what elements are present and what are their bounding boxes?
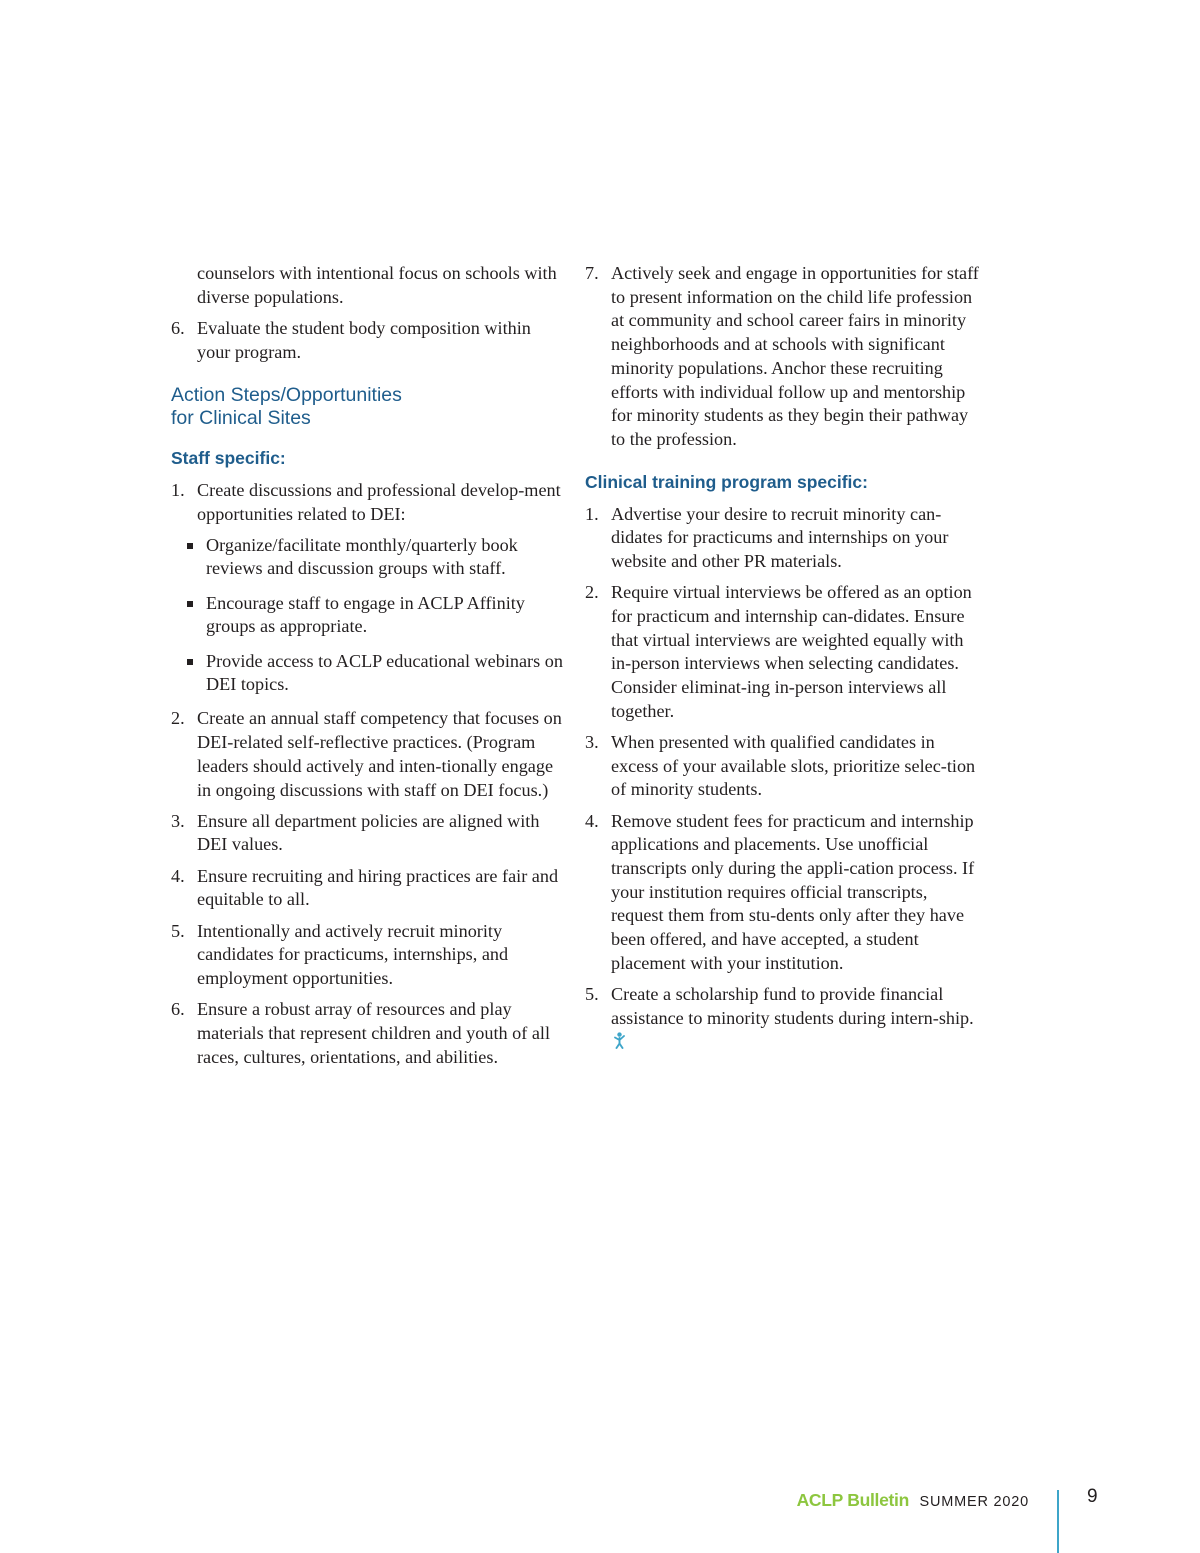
bullet-text: Provide access to ACLP educational webinars on DEI topics. xyxy=(206,650,563,695)
bullet-item xyxy=(197,650,566,697)
list-item xyxy=(171,920,566,991)
list-item-number: 6. xyxy=(171,317,185,338)
staff-specific-list xyxy=(171,479,566,1069)
section-heading-line-2: for Clinical Sites xyxy=(171,407,311,430)
list-item-text: Actively seek and engage in opportunities for staff to present information on the child life profession at community and school career fairs in minority neighborhoods and at schools with significant minority populations. Anchor these recruiting efforts with individual follow up and mentorship for minority students as they begin their pathway to the profession. xyxy=(611,263,979,449)
list-item xyxy=(171,707,566,802)
list-item-text: Advertise your desire to recruit minority can-didates for practicums and internships on your website and other PR materials. xyxy=(611,503,949,572)
continued-item-text: counselors with intentional focus on schools with diverse populations. xyxy=(197,263,557,307)
list-item xyxy=(585,810,980,976)
list-item xyxy=(171,998,566,1069)
list-item-number: 7. xyxy=(585,263,599,283)
list-item-number: 2. xyxy=(171,708,185,729)
left-column xyxy=(171,262,566,1077)
footer-divider xyxy=(1057,1490,1059,1553)
list-item xyxy=(585,503,980,574)
staff-specific-heading: Staff specific: xyxy=(171,448,286,469)
bullet-text: Organize/facilitate monthly/quarterly book reviews and discussion groups with staff. xyxy=(206,534,518,579)
list-item-number: 6. xyxy=(171,999,185,1020)
bullet-item xyxy=(197,592,566,639)
list-item-text: Remove student fees for practicum and internship applications and placements. Use unofficial transcripts only during the appli-cation process. If your institution requires official transcripts, request them from stu-dents only after they have been offered, and have accepted, a student placement with your institution. xyxy=(611,810,975,973)
bullet-item xyxy=(197,534,566,581)
list-item-text: Intentionally and actively recruit minority candidates for practicums, internships, and employment opportunities. xyxy=(197,920,509,988)
list-item-number: 3. xyxy=(585,731,599,752)
list-item-number: 4. xyxy=(585,810,599,831)
list-item-number: 1. xyxy=(585,503,599,524)
list-item xyxy=(171,865,566,912)
list-item-number: 5. xyxy=(585,983,599,1004)
section-heading-line-1: Action Steps/Opportunities xyxy=(171,384,402,407)
square-bullet-icon xyxy=(187,543,193,549)
list-item-number: 5. xyxy=(171,920,185,941)
list-item-text: Create discussions and professional develop-ment opportunities related to DEI: xyxy=(197,480,561,525)
list-item-text: Ensure recruiting and hiring practices are fair and equitable to all. xyxy=(197,865,559,910)
list-item-text: Create a scholarship fund to provide financial assistance to minority students during intern-ship. xyxy=(611,983,974,1028)
list-item-number: 2. xyxy=(585,582,599,603)
list-item xyxy=(585,581,980,723)
right-column xyxy=(585,262,980,1064)
list-item-text: Evaluate the student body composition within your program. xyxy=(197,317,531,362)
list-item xyxy=(171,317,566,364)
bullet-list xyxy=(197,534,566,697)
list-item-text: Ensure a robust array of resources and play materials that represent children and youth of all races, cultures, orientations, and abilities. xyxy=(197,999,551,1067)
list-item xyxy=(585,983,980,1056)
bullet-text: Encourage staff to engage in ACLP Affinity groups as appropriate. xyxy=(206,592,525,637)
section-heading xyxy=(171,384,566,430)
child-figure-icon xyxy=(614,1032,625,1056)
list-item-text: Require virtual interviews be offered as an option for practicum and internship can-didates. Ensure that virtual interviews are weighted equally with in-person interviews when selecting candidates. Consider eliminat-ing in-person interviews all together. xyxy=(611,582,972,721)
intro-list xyxy=(171,317,566,364)
list-item-number: 4. xyxy=(171,865,185,886)
list-item xyxy=(171,479,566,697)
issue-label: SUMMER 2020 xyxy=(919,1494,1029,1510)
publication-name: ACLP Bulletin xyxy=(796,1490,910,1510)
list-item-number: 1. xyxy=(171,480,185,501)
square-bullet-icon xyxy=(187,601,193,607)
clinical-training-heading: Clinical training program specific: xyxy=(585,471,868,492)
page-number: 9 xyxy=(1087,1486,1098,1507)
staff-specific-list-continued xyxy=(585,262,980,452)
list-item xyxy=(585,731,980,802)
list-item xyxy=(585,262,980,452)
list-item-text: When presented with qualified candidates in excess of your available slots, prioritize selec-tion of minority students. xyxy=(611,731,976,800)
footer-title xyxy=(797,1490,1029,1511)
list-item-text: Ensure all department policies are aligned with DEI values. xyxy=(197,810,540,855)
list-item xyxy=(171,810,566,857)
list-item-text: Create an annual staff competency that focuses on DEI-related self-reflective practices. (Program leaders should actively and inten-tionally engage in ongoing discussions with staff on DEI focus.) xyxy=(197,708,562,800)
clinical-training-list xyxy=(585,503,980,1056)
square-bullet-icon xyxy=(187,659,193,665)
list-item-number: 3. xyxy=(171,810,185,831)
